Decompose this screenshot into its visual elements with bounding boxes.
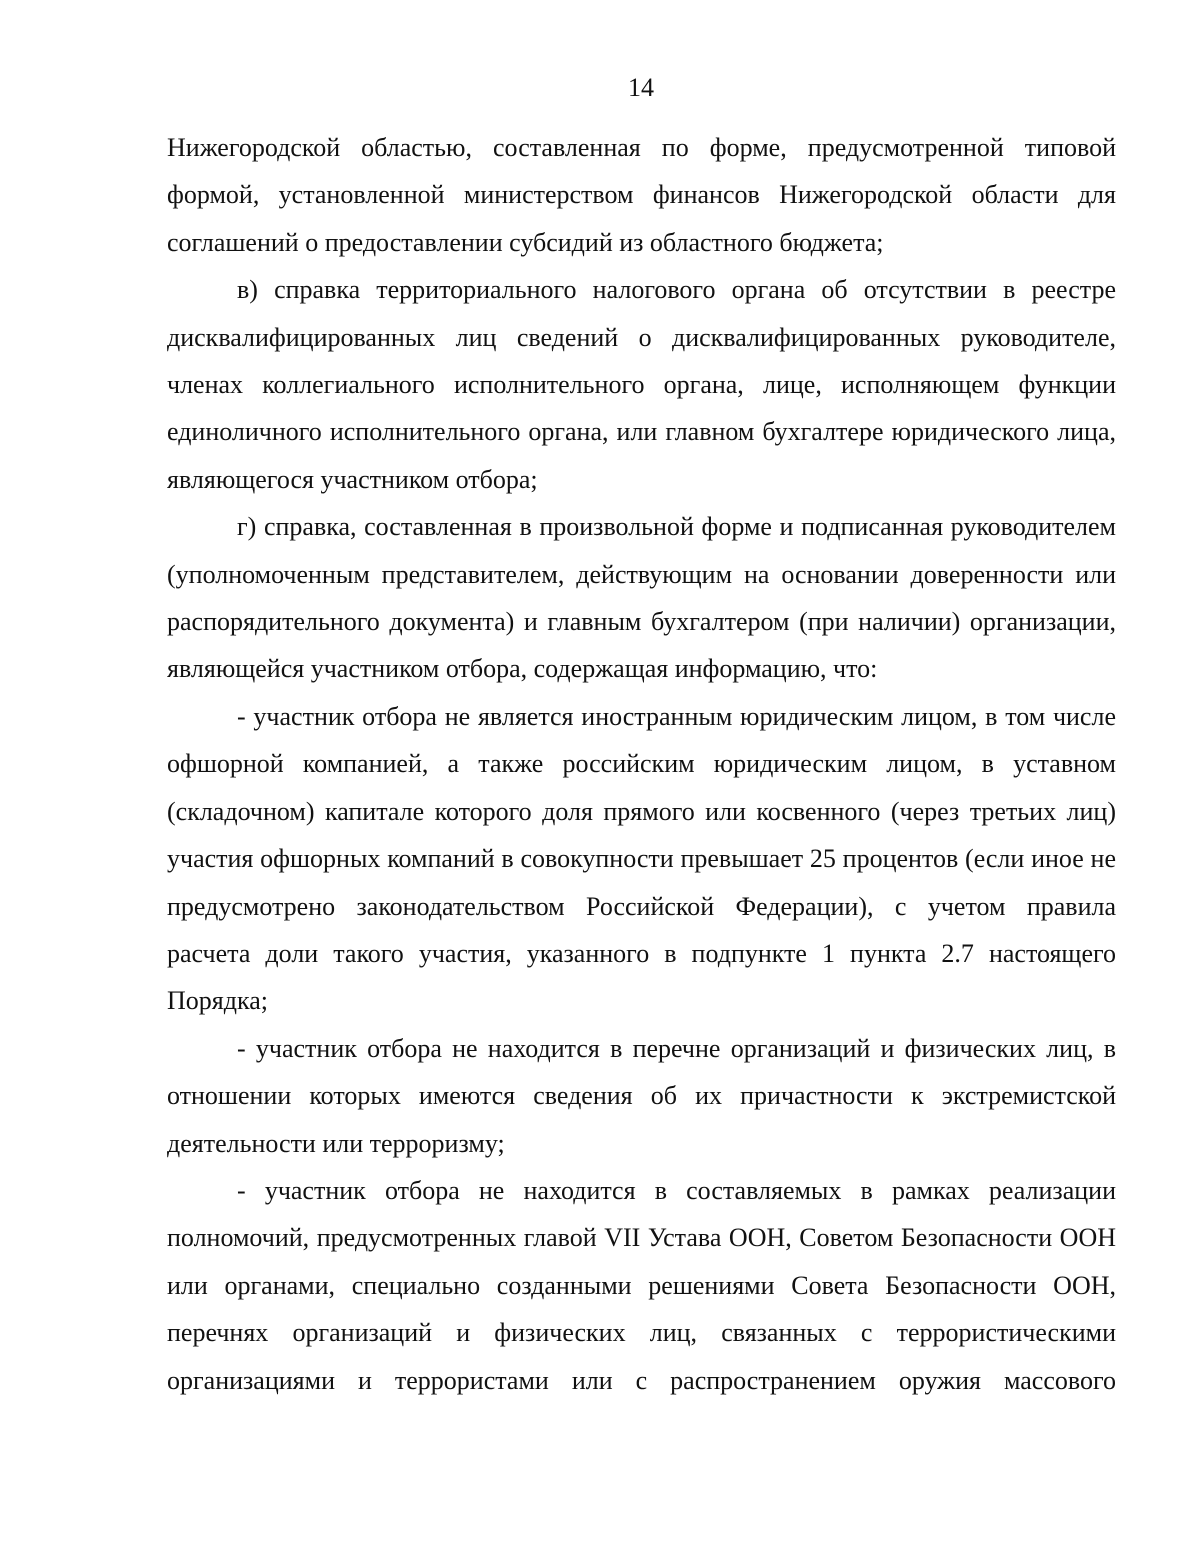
page-number: 14 [628, 73, 654, 102]
paragraph-continuation: Нижегородской областью, составленная по форме, предусмотренной типовой формой, установленной министерством финансов Нижегородской области для соглашений о предоставлении субсидий из областного бюджета; [167, 133, 1116, 257]
paragraph-item-v: в) справка территориального налогового органа об отсутствии в реестре дисквалифицированных лиц сведений о дисквалифицированных руководителе, членах коллегиального исполнительного органа, лице, исполняющем функции единоличного исполнительного органа, или главном бухгалтере юридического лица, являющегося участником отбора; [167, 275, 1116, 494]
document-body [167, 124, 1116, 1404]
paragraph-un-security-council-clause: - участник отбора не находится в составляемых в рамках реализации полномочий, предусмотренных главой VII Устава ООН, Советом Безопасности ООН или органами, специально созданными решениями Совета Безопасности ООН, перечнях организаций и физических лиц, связанных с террористическими организациями и террористами или с распространением оружия массового [167, 1175, 1116, 1395]
paragraph-item-g: г) справка, составленная в произвольной форме и подписанная руководителем (уполномоченным представителем, действующим на основании доверенности или распорядительного документа) и главным бухгалтером (при наличии) организации, являющейся участником отбора, содержащая информацию, что: [167, 512, 1116, 684]
paragraph-offshore-clause: - участник отбора не является иностранным юридическим лицом, в том числе офшорной компанией, а также российским юридическим лицом, в уставном (складочном) капитале которого доля прямого или косвенного (через третьих лиц) участия офшорных компаний в совокупности превышает 25 процентов (если иное не предусмотрено законодательством Российской Федерации), с учетом правила расчета доли такого участия, указанного в подпункте 1 пункта 2.7 настоящего Порядка; [167, 701, 1116, 1016]
paragraph-extremism-clause: - участник отбора не находится в перечне организаций и физических лиц, в отношении которых имеются сведения об их причастности к экстремистской деятельности или терроризму; [167, 1033, 1116, 1158]
